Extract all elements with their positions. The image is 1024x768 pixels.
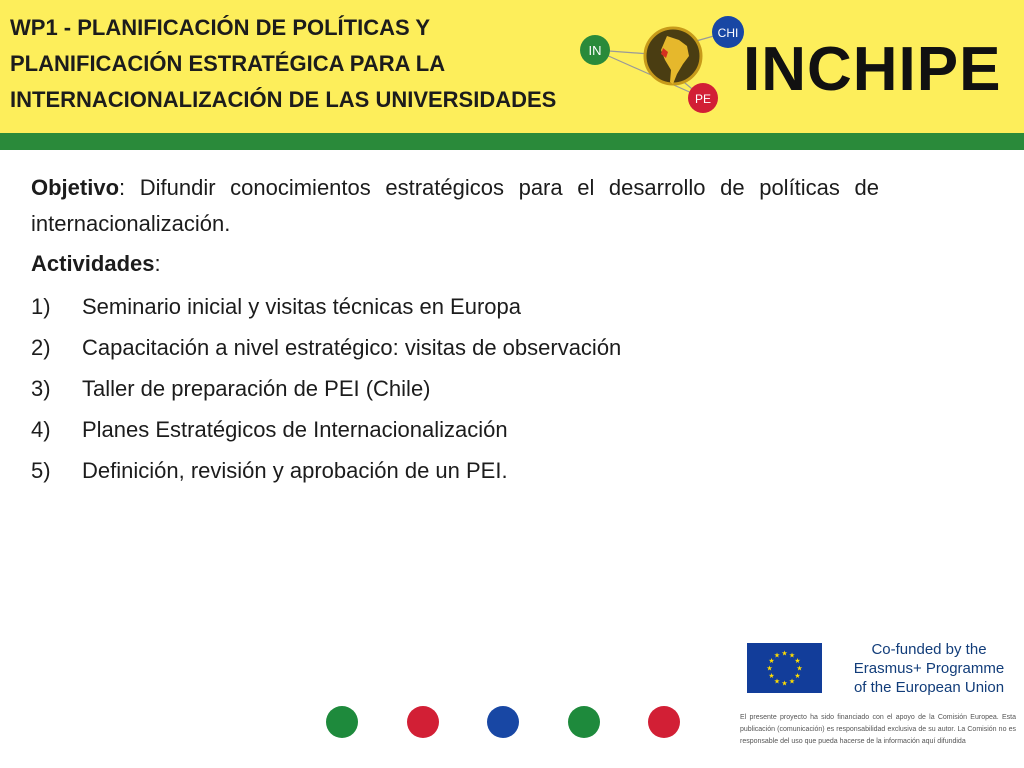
svg-text:★: ★ [794, 657, 801, 665]
list-item: 3) Taller de preparación de PEI (Chile) [31, 376, 431, 401]
svg-text:★: ★ [781, 679, 788, 688]
list-item: 2) Capacitación a nivel estratégico: visitas de observación [31, 335, 622, 360]
badge-pe-label: PE [694, 92, 712, 106]
svg-text:★: ★ [788, 677, 796, 686]
title-line-1: WP1 - PLANIFICACIÓN DE POLÍTICAS Y [10, 15, 431, 40]
svg-text:★: ★ [781, 649, 788, 658]
dot-1 [326, 706, 358, 738]
svg-text:★: ★ [766, 664, 773, 673]
eu-cofunding-text: Co-funded by the Erasmus+ Programme of the European Union [853, 641, 1005, 696]
inchipe-wordmark: INCHIPE [743, 35, 1002, 104]
activities-heading: Actividades: [31, 251, 161, 276]
objective-label: Objetivo [31, 175, 120, 200]
slide-title [10, 10, 610, 118]
activities-list [31, 286, 879, 491]
dot-4 [568, 706, 600, 738]
title-line-2: PLANIFICACIÓN ESTRATÉGICA PARA LA [10, 51, 446, 76]
list-item: 4) Planes Estratégicos de Internacionalización [31, 417, 508, 442]
eu-disclaimer: El presente proyecto ha sido financiado con el apoyo de la Comisión Europea. Esta publicación (comunicación) es responsabilidad exclusiva de su autor. La Comisión no es responsable del uso que pueda hacerse de la información aquí difundida [740, 714, 1016, 745]
slide-body [31, 170, 879, 491]
dot-5 [648, 706, 680, 738]
objective-text: : Difundir conocimientos estratégicos para el desarrollo de políticas de internacionalización. [31, 175, 879, 236]
dot-3 [487, 706, 519, 738]
header-bar [0, 133, 1024, 150]
svg-text:★: ★ [796, 664, 803, 673]
svg-text:★: ★ [768, 672, 775, 680]
svg-text:★: ★ [768, 657, 775, 665]
inchipe-logo-graphic [575, 12, 755, 120]
dot-2 [407, 706, 439, 738]
svg-text:★: ★ [773, 677, 781, 686]
decorative-dots [326, 706, 686, 740]
eu-flag-icon [747, 643, 822, 693]
svg-text:★: ★ [773, 651, 781, 660]
list-item: 1) Seminario inicial y visitas técnicas en Europa [31, 294, 521, 319]
badge-in-label: IN [588, 43, 602, 58]
badge-chi-label: CHI [717, 26, 739, 40]
svg-text:★: ★ [788, 651, 796, 660]
list-item: 5) Definición, revisión y aprobación de un PEI. [31, 458, 508, 483]
title-line-3: INTERNACIONALIZACIÓN DE LAS UNIVERSIDADES [10, 87, 557, 112]
activities-label: Actividades [31, 251, 155, 276]
objective-paragraph [31, 170, 879, 242]
svg-text:★: ★ [794, 672, 801, 680]
